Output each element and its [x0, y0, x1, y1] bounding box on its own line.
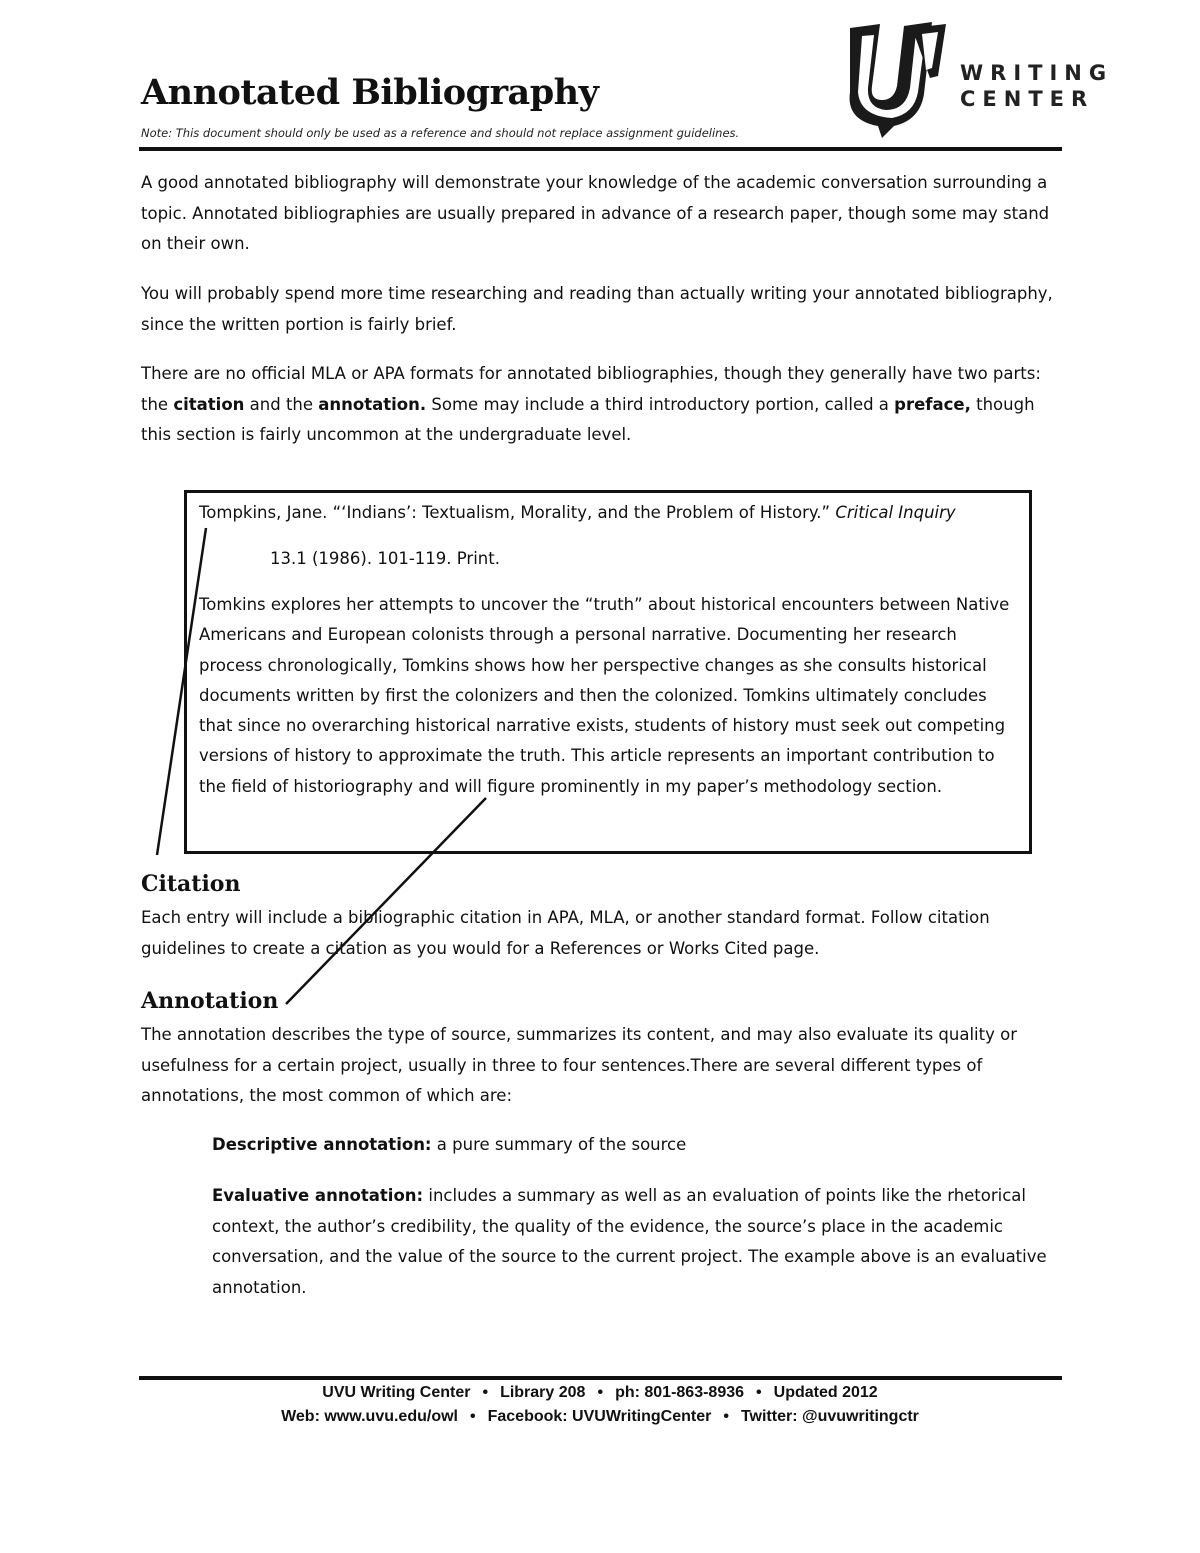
footer-line-2: Web: www.uvu.edu/owl • Facebook: UVUWritingCenter • Twitter: @uvuwritingctr [281, 1408, 919, 1425]
example-citation-line-1: Tompkins, Jane. “‘Indians’: Textualism, Morality, and the Problem of History.” Critical Inquiry [199, 503, 956, 522]
descriptive-annotation-item: Descriptive annotation: a pure summary of the source [212, 1135, 687, 1154]
logo-text-center: CENTER [960, 87, 1095, 111]
intro-paragraph-3: There are no official MLA or APA formats for annotated bibliographies, though they generally have two parts: the citation and the annotation. Some may include a third introductory portion, called a preface, though this section is fairly uncommon at the undergraduate level. [141, 364, 1041, 444]
footer-phone: ph: 801-863-8936 [615, 1384, 745, 1401]
journal-title: Critical Inquiry [835, 503, 956, 522]
term-annotation: annotation. [318, 394, 427, 414]
footer-facebook-link[interactable]: Facebook: UVUWritingCenter [487, 1408, 712, 1425]
annotation-pointer-line [286, 798, 486, 1004]
annotation-body: The annotation describes the type of source, summarizes its content, and may also evaluate its quality or usefulness for a certain project, usually in three to four sentences.There are several different types of annotations, the most common of which are: [141, 1025, 1017, 1105]
citation-pointer-line [157, 528, 206, 855]
usage-note: Note: This document should only be used as a reference and should not replace assignment guidelines. [141, 126, 740, 140]
intro-paragraph-1: A good annotated bibliography will demonstrate your knowledge of the academic conversation surrounding a topic. Annotated bibliographies are usually prepared in advance of a research paper, though some may stand on their own. [141, 173, 1050, 253]
page-title: Annotated Bibliography [141, 72, 599, 113]
term-preface: preface, [894, 394, 971, 414]
footer-org: UVU Writing Center [322, 1384, 471, 1401]
footer-location: Library 208 [500, 1384, 586, 1401]
term-citation: citation [173, 394, 245, 414]
footer-divider [139, 1376, 1062, 1380]
footer-updated: Updated 2012 [773, 1384, 878, 1401]
evaluative-annotation-item: Evaluative annotation: includes a summary as well as an evaluation of points like the rhetorical context, the author’s credibility, the quality of the evidence, the source’s place in the academic conversation, and the value of the source to the current project. The example above is an evaluative annotation. [212, 1186, 1047, 1297]
footer-twitter-link[interactable]: Twitter: @uvuwritingctr [740, 1408, 919, 1425]
footer-web-link[interactable]: Web: www.uvu.edu/owl [281, 1408, 458, 1425]
logo-text-writing: WRITING [960, 61, 1114, 85]
citation-body: Each entry will include a bibliographic citation in APA, MLA, or another standard format. Follow citation guidelines to create a citation as you would for a References or Works Cited page. [141, 908, 990, 958]
example-citation-line-2: 13.1 (1986). 101-119. Print. [270, 549, 500, 568]
intro-paragraph-2: You will probably spend more time researching and reading than actually writing your annotated bibliography, since the written portion is fairly brief. [141, 284, 1053, 334]
citation-heading: Citation [141, 871, 241, 897]
annotation-heading: Annotation [141, 988, 279, 1014]
footer-line-1: UVU Writing Center • Library 208 • ph: 801-863-8936 • Updated 2012 [322, 1384, 878, 1401]
example-annotation: Tomkins explores her attempts to uncover the “truth” about historical encounters between Native Americans and European colonists through a personal narrative. Documenting her research process chronologically, Tomkins shows how her perspective changes as she consults historical documents written by first the colonizers and then the colonized. Tomkins ultimately concludes that since no overarching historical narrative exists, students of history must seek out competing versions of history to approximate the truth. This article represents an important contribution to the field of historiography and will figure prominently in my paper’s methodology section. [199, 595, 1010, 796]
